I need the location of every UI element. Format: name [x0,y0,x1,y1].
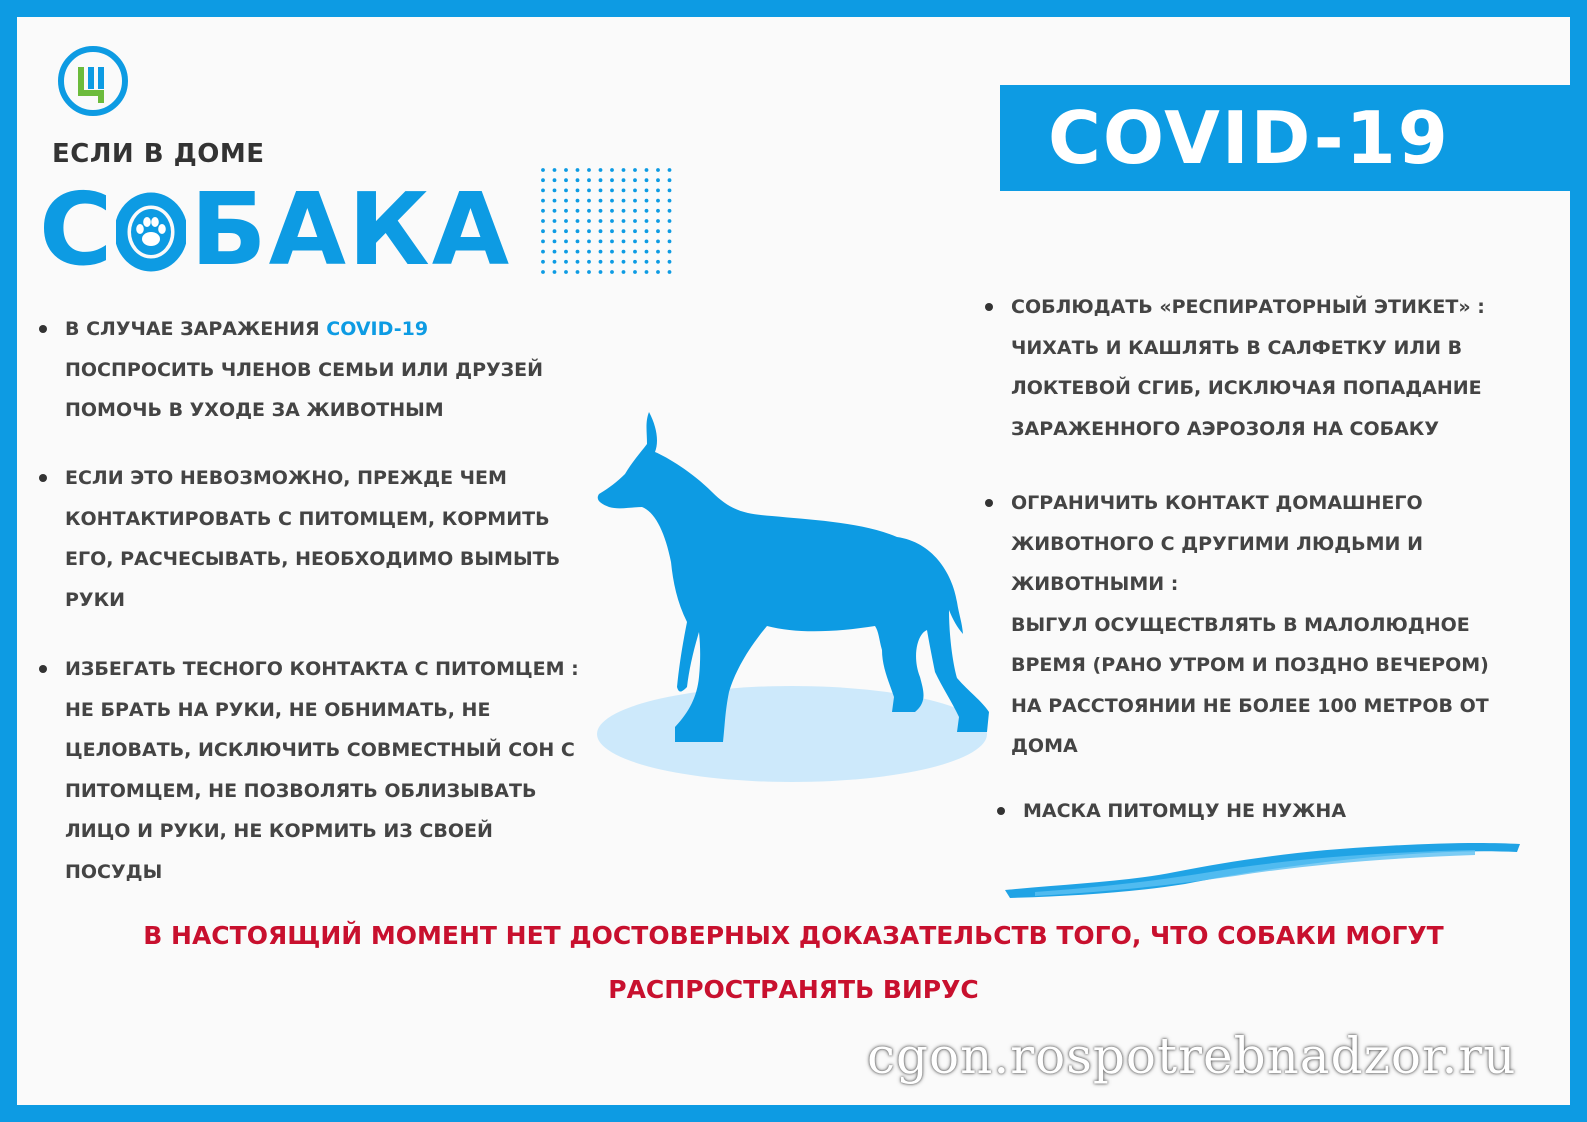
decorative-dot [633,219,637,223]
bullet-dot [39,474,47,482]
list-item-line: ПИТОМЦЕМ, НЕ ПОЗВОЛЯТЬ ОБЛИЗЫВАТЬ [65,779,537,802]
decorative-dot [541,240,545,244]
decorative-dot [610,219,614,223]
decorative-dot [576,209,580,213]
covid-banner [1000,85,1570,191]
decorative-dot [656,189,660,193]
decorative-dot [576,270,580,274]
dots-pattern-decoration [540,167,675,275]
decorative-dot [610,240,614,244]
decorative-dot [668,270,672,274]
decorative-dot [622,260,626,264]
list-item [39,649,599,892]
decorative-dot [610,189,614,193]
decorative-dot [633,209,637,213]
decorative-dot [541,178,545,182]
decorative-dot [541,260,545,264]
watermark: cgon.rospotrebnadzor.ru [867,1027,1517,1085]
decorative-dot [576,189,580,193]
decorative-dot [622,240,626,244]
decorative-dot [587,178,591,182]
decorative-dot [587,219,591,223]
decorative-dot [668,260,672,264]
decorative-dot [564,168,568,172]
poster [17,17,1570,1105]
decorative-dot [633,229,637,233]
list-item-line: ЦЕЛОВАТЬ, ИСКЛЮЧИТЬ СОВМЕСТНЫЙ СОН С [65,739,575,761]
decorative-dot [587,168,591,172]
list-item-line-text: В СЛУЧАЕ ЗАРАЖЕНИЯ [65,318,327,340]
decorative-dot [564,199,568,203]
decorative-dot [576,260,580,264]
decorative-dot [576,219,580,223]
decorative-dot [645,219,649,223]
decorative-dot [553,270,557,274]
list-item [39,458,599,620]
decorative-dot [564,219,568,223]
decorative-dot [564,189,568,193]
list-item [985,287,1545,449]
decorative-dot [541,270,545,274]
decorative-dot [599,189,603,193]
decorative-dot [610,178,614,182]
decorative-dot [599,199,603,203]
decorative-dot [668,168,672,172]
decorative-dot [622,178,626,182]
decorative-dot [564,270,568,274]
decorative-dot [668,209,672,213]
list-item-line: ПОСУДЫ [65,860,163,883]
decorative-dot [656,178,660,182]
decorative-dot [633,168,637,172]
decorative-dot [645,209,649,213]
list-item-line: ЛИЦО И РУКИ, НЕ КОРМИТЬ ИЗ СВОЕЙ [65,820,493,842]
dog-silhouette-icon [597,412,997,792]
list-item-line: ДОМА [1011,735,1078,757]
decorative-dot [553,250,557,254]
list-item-line: ОГРАНИЧИТЬ КОНТАКТ ДОМАШНЕГО [1011,492,1423,514]
decorative-dot [622,250,626,254]
decorative-dot [656,250,660,254]
decorative-dot [587,260,591,264]
decorative-dot [645,178,649,182]
decorative-dot [610,199,614,203]
list-item-line: ЖИВОТНЫМИ : [1011,573,1179,595]
list-item [997,791,1557,832]
list-item-line: ЗАРАЖЕННОГО АЭРОЗОЛЯ НА СОБАКУ [1011,417,1439,440]
decorative-dot [553,219,557,223]
covid-accent-text: COVID-19 [326,318,429,340]
decorative-dot [622,229,626,233]
decorative-dot [668,240,672,244]
covid-banner-label: COVID-19 [1048,96,1450,180]
decorative-dot [633,178,637,182]
decorative-dot [633,240,637,244]
decorative-dot [541,229,545,233]
list-item-line: СОБЛЮДАТЬ «РЕСПИРАТОРНЫЙ ЭТИКЕТ» : [1011,296,1485,318]
decorative-dot [587,240,591,244]
decorative-dot [553,260,557,264]
decorative-dot [622,209,626,213]
decorative-dot [668,250,672,254]
decorative-dot [576,178,580,182]
decorative-dot [622,270,626,274]
decorative-dot [553,178,557,182]
decorative-dot [622,219,626,223]
page-title [39,171,512,288]
list-item-line: ИЗБЕГАТЬ ТЕСНОГО КОНТАКТА С ПИТОМЦЕМ : [65,658,579,680]
decorative-dot [541,250,545,254]
decorative-dot [599,178,603,182]
decorative-dot [553,209,557,213]
bullet-dot [39,325,47,333]
decorative-dot [564,250,568,254]
decorative-dot [656,270,660,274]
list-item-line: ЖИВОТНОГО С ДРУГИМИ ЛЮДЬМИ И [1011,532,1423,555]
bullet-dot [985,303,993,311]
decorative-dot [645,189,649,193]
decorative-dot [564,240,568,244]
list-item-line: ВЫГУЛ ОСУЩЕСТВЛЯТЬ В МАЛОЛЮДНОЕ [1011,613,1470,636]
decorative-dot [553,240,557,244]
decorative-dot [587,270,591,274]
decorative-dot [645,229,649,233]
decorative-dot [576,250,580,254]
title-first-letter: С [39,171,115,288]
cgon-logo-icon [57,45,129,117]
paw-icon [116,188,186,272]
decorative-dot [668,199,672,203]
bullet-dot [985,499,993,507]
decorative-dot [633,199,637,203]
decorative-dot [610,250,614,254]
decorative-dot [610,209,614,213]
decorative-dot [599,270,603,274]
list-item-line: РУКИ [65,588,126,611]
decorative-dot [599,168,603,172]
decorative-dot [622,168,626,172]
decorative-dot [645,168,649,172]
decorative-dot [633,260,637,264]
list-item-line: КОНТАКТИРОВАТЬ С ПИТОМЦЕМ, КОРМИТЬ [65,507,550,530]
list-item [985,483,1545,767]
decorative-dot [553,199,557,203]
decorative-dot [610,229,614,233]
title-rest: БАКА [190,171,512,288]
list-item-line: ПОСПРОСИТЬ ЧЛЕНОВ СЕМЬИ ИЛИ ДРУЗЕЙ [65,358,544,381]
decorative-dot [622,189,626,193]
decorative-dot [541,209,545,213]
page-subtitle: ЕСЛИ В ДОМЕ [52,139,265,169]
decorative-dot [656,199,660,203]
list-item [39,309,599,431]
list-item-line: ЛОКТЕВОЙ СГИБ, ИСКЛЮЧАЯ ПОПАДАНИЕ [1011,377,1482,399]
decorative-dot [633,189,637,193]
decorative-dot [576,168,580,172]
decorative-dot [576,240,580,244]
decorative-dot [541,199,545,203]
decorative-dot [656,260,660,264]
decorative-dot [576,229,580,233]
decorative-dot [656,240,660,244]
decorative-dot [610,270,614,274]
footer-warning-line: В НАСТОЯЩИЙ МОМЕНТ НЕТ ДОСТОВЕРНЫХ ДОКАЗАТЕЛЬСТВ ТОГО, ЧТО СОБАКИ МОГУТ [143,921,1444,950]
footer-warning [17,909,1570,1017]
list-item-line: НЕ БРАТЬ НА РУКИ, НЕ ОБНИМАТЬ, НЕ [65,698,491,721]
list-item-line: ЕГО, РАСЧЕСЫВАТЬ, НЕОБХОДИМО ВЫМЫТЬ [65,548,561,570]
decorative-dot [656,168,660,172]
decorative-dot [668,178,672,182]
decorative-dot [541,219,545,223]
decorative-dot [541,168,545,172]
decorative-dot [599,209,603,213]
decorative-dot [645,270,649,274]
decorative-dot [610,260,614,264]
decorative-dot [587,250,591,254]
bullet-dot [39,665,47,673]
decorative-dot [599,240,603,244]
decorative-dot [587,199,591,203]
decorative-dot [645,250,649,254]
decorative-dot [587,229,591,233]
decorative-dot [645,260,649,264]
brush-stroke-decoration [1005,832,1520,902]
decorative-dot [576,199,580,203]
decorative-dot [587,189,591,193]
list-item-line: НА РАССТОЯНИИ НЕ БОЛЕЕ 100 МЕТРОВ ОТ [1011,694,1489,717]
decorative-dot [541,189,545,193]
decorative-dot [656,209,660,213]
decorative-dot [668,189,672,193]
list-item-line: ПОМОЧЬ В УХОДЕ ЗА ЖИВОТНЫМ [65,399,444,421]
list-item-line: ВРЕМЯ (РАНО УТРОМ И ПОЗДНО ВЕЧЕРОМ) [1011,654,1489,676]
decorative-dot [564,178,568,182]
decorative-dot [645,240,649,244]
decorative-dot [633,250,637,254]
decorative-dot [656,219,660,223]
decorative-dot [633,270,637,274]
list-item-line: ЧИХАТЬ И КАШЛЯТЬ В САЛФЕТКУ ИЛИ В [1011,336,1463,359]
decorative-dot [610,168,614,172]
decorative-dot [668,229,672,233]
decorative-dot [587,209,591,213]
list-item-line: МАСКА ПИТОМЦУ НЕ НУЖНА [1023,800,1347,822]
decorative-dot [599,229,603,233]
decorative-dot [564,260,568,264]
decorative-dot [599,250,603,254]
decorative-dot [599,260,603,264]
list-item-line: ЕСЛИ ЭТО НЕВОЗМОЖНО, ПРЕЖДЕ ЧЕМ [65,467,507,489]
footer-warning-line: РАСПРОСТРАНЯТЬ ВИРУС [608,975,979,1004]
decorative-dot [564,229,568,233]
decorative-dot [553,168,557,172]
decorative-dot [564,209,568,213]
decorative-dot [599,219,603,223]
list-item-line [65,309,599,350]
decorative-dot [553,229,557,233]
decorative-dot [622,199,626,203]
decorative-dot [668,219,672,223]
decorative-dot [553,189,557,193]
decorative-dot [645,199,649,203]
bullet-dot [997,807,1005,815]
decorative-dot [656,229,660,233]
